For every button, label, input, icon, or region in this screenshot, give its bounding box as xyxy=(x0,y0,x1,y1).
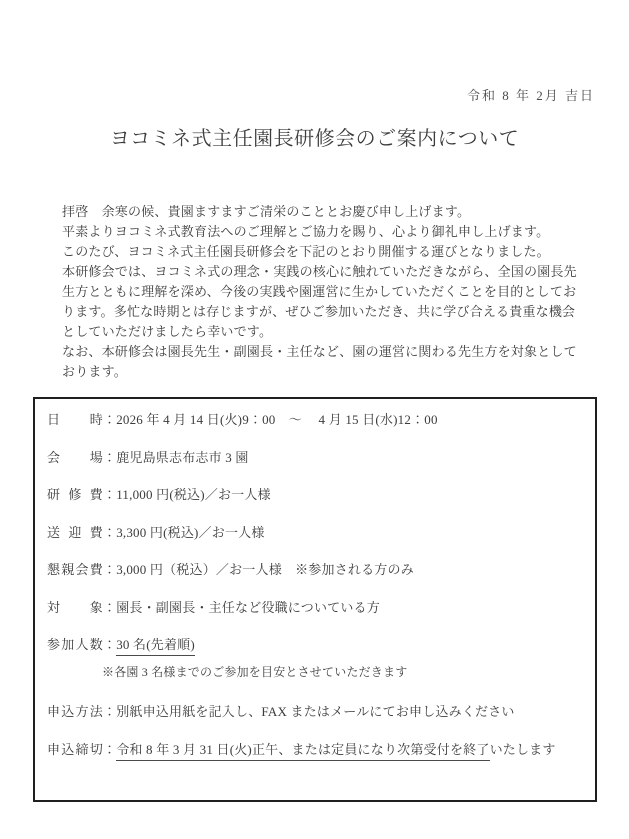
body-line: なお、本研修会は園長先生・副園長・主任など、園の運営に関わる先生方を対象として xyxy=(62,344,577,359)
body-line: おります。 xyxy=(62,364,127,379)
detail-label: 懇親会費 xyxy=(47,562,103,577)
body-line: 平素よりヨコミネ式教育法へのご理解とご協力を賜り、心より御礼申し上げます。 xyxy=(62,224,550,239)
body-paragraph xyxy=(62,202,582,382)
detail-row-shuttle-fee xyxy=(47,525,587,540)
detail-row-social-fee xyxy=(47,562,587,577)
detail-label: 参加人数 xyxy=(47,637,103,652)
detail-value-rest: いたします xyxy=(489,741,556,757)
detail-value: ：2026 年 4 月 14 日(火)9：00 ～ 4 月 15 日(水)12：00 xyxy=(103,412,438,427)
detail-row-target xyxy=(47,600,587,615)
detail-value: ：3,000 円（税込）／お一人様 ※参加される方のみ xyxy=(103,562,414,577)
detail-label: 会場 xyxy=(47,449,103,465)
detail-value: ： xyxy=(103,741,117,757)
detail-value: ：別紙申込用紙を記入し、FAX またはメールにてお申し込みください xyxy=(103,704,515,719)
detail-label: 対象 xyxy=(47,599,103,615)
detail-row-venue xyxy=(47,450,587,465)
detail-value: ：3,300 円(税込)／お一人様 xyxy=(103,524,265,540)
detail-row-application-method xyxy=(47,704,587,719)
body-line: としていただけましたら幸いです。 xyxy=(62,324,273,339)
body-line: このたび、ヨコミネ式主任園長研修会を下記のとおり開催する運びとなりました。 xyxy=(62,244,550,259)
detail-value: ：11,000 円(税込)／お一人様 xyxy=(103,487,271,502)
page-title: ヨコミネ式主任園長研修会のご案内について xyxy=(109,128,520,150)
body-line: 拝啓 余寒の候、貴園ますますご清栄のこととお慶び申し上げます。 xyxy=(62,204,471,219)
detail-row-application-deadline xyxy=(47,742,587,757)
detail-label: 研修費 xyxy=(47,487,103,502)
detail-value-underlined: 30 名(先着順) xyxy=(116,637,195,656)
detail-label: 申込方法 xyxy=(47,704,103,719)
detail-value-underlined: 令和 8 年 3 月 31 日(火)正午、または定員になり次第受付を終了 xyxy=(116,742,489,761)
detail-label: 日時 xyxy=(47,412,103,427)
detail-row-training-fee xyxy=(47,487,587,502)
details-box xyxy=(33,397,597,802)
detail-label: 送迎費 xyxy=(47,524,103,540)
detail-row-datetime xyxy=(47,412,587,427)
detail-label: 申込締切 xyxy=(47,741,103,757)
date-line: 令和 8 年 2月 吉日 xyxy=(466,88,595,103)
body-line: 生方とともに理解を深め、今後の実践や園運営に生かしていただくことを目的としてお xyxy=(62,284,577,299)
capacity-note: ※各園 3 名様までのご参加を目安とさせていただきます xyxy=(102,665,408,679)
body-line: ります。多忙な時期とは存じますが、ぜひご参加いただき、共に学び合える貴重な機会 xyxy=(62,304,576,319)
detail-row-capacity xyxy=(47,637,587,652)
detail-value: ： xyxy=(103,637,117,652)
body-line: 本研修会では、ヨコミネ式の理念・実践の核心に触れていただきながら、全国の園長先 xyxy=(62,264,577,279)
detail-value: ：園長・副園長・主任など役職についている方 xyxy=(103,599,380,615)
detail-value: ：鹿児島県志布志市 3 園 xyxy=(103,449,249,465)
